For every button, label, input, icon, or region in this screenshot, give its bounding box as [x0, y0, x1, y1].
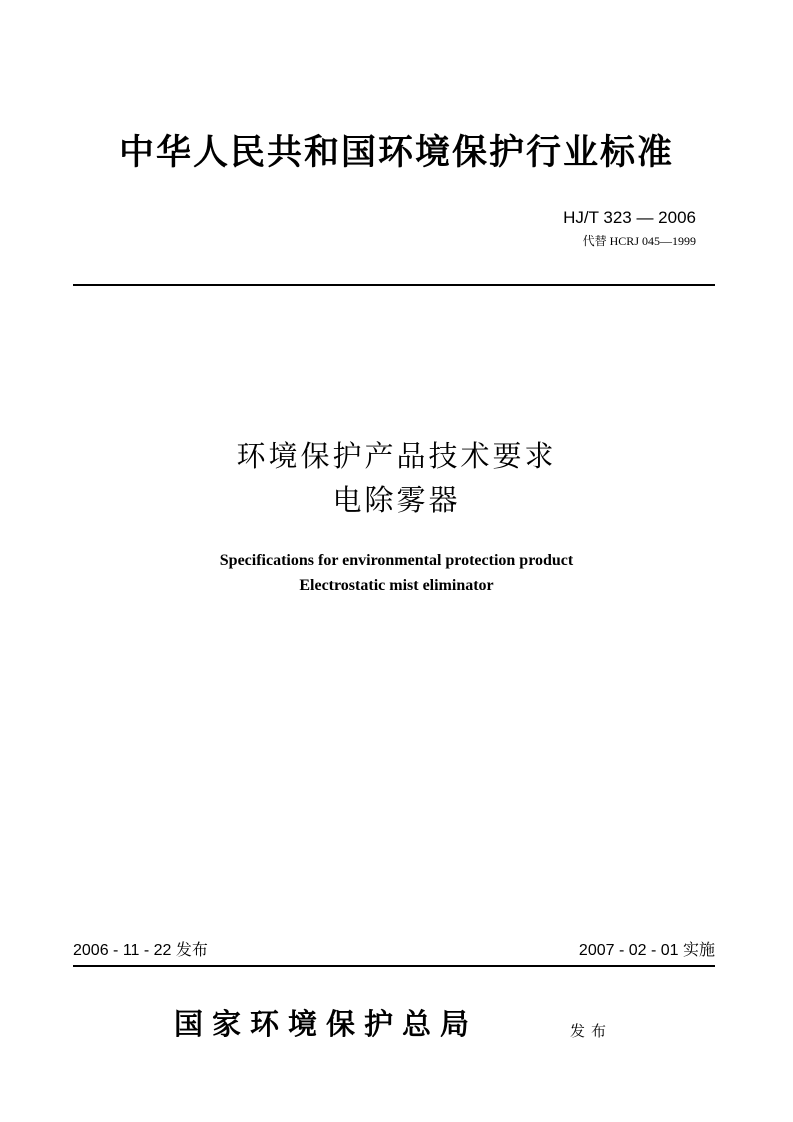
standard-code: HJ/T 323 — 2006: [563, 208, 696, 227]
document-subtitle-en: Electrostatic mist eliminator: [299, 577, 494, 594]
standard-category-title: 中华人民共和国环境保护行业标准: [118, 132, 674, 173]
bottom-divider: [73, 965, 715, 967]
top-divider: [73, 284, 715, 286]
document-subtitle-zh: 电除雾器: [332, 483, 461, 517]
issuing-authority: 国家环境保护总局: [174, 1007, 479, 1041]
document-title-en: Specifications for environmental protection product: [219, 552, 574, 569]
document-title-zh: 环境保护产品技术要求: [236, 439, 557, 473]
issuing-label: 发布: [570, 1022, 613, 1040]
replaced-standard: 代替 HCRJ 045—1999: [582, 234, 696, 248]
implementation-date: 2007 - 02 - 01 实施: [578, 942, 715, 959]
issue-date: 2006 - 11 - 22 发布: [73, 942, 208, 959]
